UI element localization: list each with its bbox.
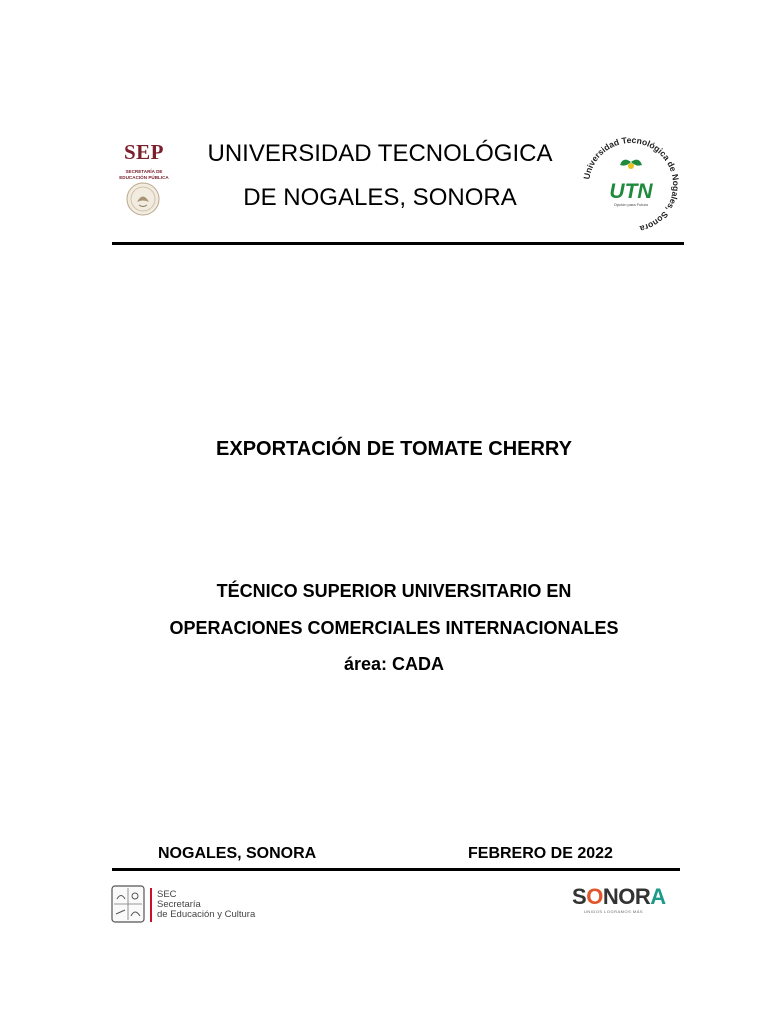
degree-line1: TÉCNICO SUPERIOR UNIVERSITARIO EN: [216, 581, 572, 601]
sec-accent-bar: [150, 888, 152, 922]
sec-line2: Secretaría: [157, 899, 201, 910]
date-text: FEBRERO DE 2022: [468, 845, 613, 862]
footer-divider: [112, 868, 680, 871]
sep-logo-subtitle: SECRETARÍA DE EDUCACIÓN PÚBLICA: [119, 169, 169, 180]
university-name-line2: DE NOGALES, SONORA: [243, 184, 517, 211]
sec-line3: de Educación y Cultura: [157, 909, 256, 920]
sonora-logo: [572, 884, 676, 920]
sonora-wordmark: SONORA: [572, 884, 666, 909]
sonora-shield-icon: [110, 884, 146, 924]
document-title: EXPORTACIÓN DE TOMATE CHERRY: [216, 438, 572, 460]
sec-logo: [110, 884, 260, 926]
degree-area: área: CADA: [343, 654, 445, 674]
header-divider: [112, 242, 684, 245]
utn-tagline: Opción para Futuro: [613, 202, 649, 207]
utn-ring-text: Universidad Tecnológica de Nogales, Sonora: [581, 134, 682, 234]
utn-logo: [578, 132, 684, 238]
degree-line2: OPERACIONES COMERCIALES INTERNACIONALES: [169, 618, 619, 638]
sec-text: [157, 890, 255, 920]
sep-logo: [112, 138, 176, 222]
sep-logo-word: SEP: [123, 140, 164, 164]
sonora-tagline: UNIDOS LOGRAMOS MÁS: [584, 909, 644, 914]
mexico-seal-icon: [126, 182, 160, 216]
sec-line1: SEC: [157, 889, 177, 900]
place-text: NOGALES, SONORA: [158, 845, 317, 862]
university-name-line1: UNIVERSIDAD TECNOLÓGICA: [207, 140, 553, 167]
utn-mark: UTN: [609, 180, 653, 203]
